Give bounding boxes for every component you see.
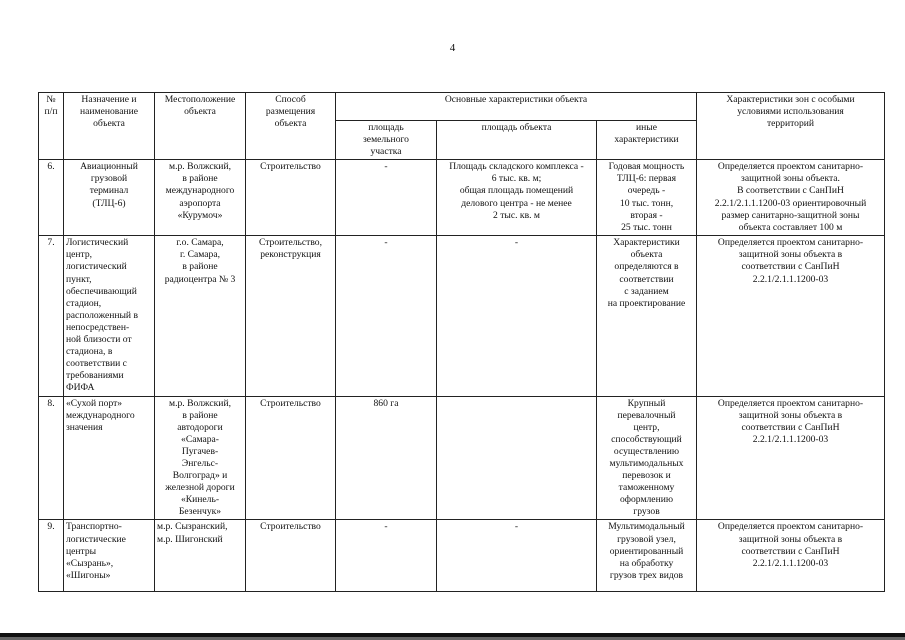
header-row — [39, 93, 885, 121]
header-zones: Характеристики зон с особыми условиями использования территорий — [697, 93, 885, 160]
table-row — [39, 160, 885, 236]
table-row — [39, 396, 885, 520]
cell-other: Годовая мощность ТЛЦ-6: первая очередь - 10 тыс. тонн, вторая - 25 тыс. тонн — [597, 160, 697, 236]
header-object-area: площадь объекта — [437, 121, 597, 160]
cell-purpose: Логистический центр, логистический пункт, обеспечивающий стадион, расположенный в непосредствен- ной близости от стадиона, в соответствии с требованиями ФИФА — [64, 236, 155, 396]
header-main-characteristics: Основные характеристики объекта — [336, 93, 697, 121]
cell-land-area: - — [336, 520, 437, 592]
cell-object-area — [437, 396, 597, 520]
cell-zones: Определяется проектом санитарно- защитной зоны объекта. В соответствии с СанПиН 2.2.1/2.1.1.1200-03 ориентировочный размер санитарно-защитной зоны объекта составляет 100 м — [697, 160, 885, 236]
objects-table — [38, 92, 885, 592]
cell-method: Строительство — [246, 396, 336, 520]
page-number: 4 — [449, 42, 456, 54]
cell-location: г.о. Самара, г. Самара, в районе радиоцентра № 3 — [155, 236, 246, 396]
cell-num: 8. — [39, 396, 64, 520]
header-other: иные характеристики — [597, 121, 697, 160]
cell-method: Строительство, реконструкция — [246, 236, 336, 396]
cell-land-area: 860 га — [336, 396, 437, 520]
cell-purpose: «Сухой порт» международного значения — [64, 396, 155, 520]
cell-num: 9. — [39, 520, 64, 592]
cell-location: м.р. Волжский, в районе автодороги «Самара- Пугачев- Энгельс- Волгоград» и железной дороги «Кинель- Безенчук» — [155, 396, 246, 520]
header-land-area: площадь земельного участка — [336, 121, 437, 160]
cell-location: м.р. Волжский, в районе международного аэропорта «Курумоч» — [155, 160, 246, 236]
cell-object-area: - — [437, 520, 597, 592]
cell-method: Строительство — [246, 160, 336, 236]
cell-location: м.р. Сызранский, м.р. Шигонский — [155, 520, 246, 592]
header-num: № п/п — [39, 93, 64, 160]
header-location: Местоположение объекта — [155, 93, 246, 160]
cell-zones: Определяется проектом санитарно- защитной зоны объекта в соответствии с СанПиН 2.2.1/2.1.1.1200-03 — [697, 236, 885, 396]
cell-purpose: Авиационный грузовой терминал (ТЛЦ-6) — [64, 160, 155, 236]
header-method: Способ размещения объекта — [246, 93, 336, 160]
cell-object-area: Площадь складского комплекса - 6 тыс. кв. м; общая площадь помещений делового центра - не менее 2 тыс. кв. м — [437, 160, 597, 236]
cell-other: Крупный перевалочный центр, способствующий осуществлению мультимодальных перевозок и таможенному оформлению грузов — [597, 396, 697, 520]
cell-purpose: Транспортно- логистические центры «Сызрань», «Шигоны» — [64, 520, 155, 592]
cell-zones: Определяется проектом санитарно- защитной зоны объекта в соответствии с СанПиН 2.2.1/2.1.1.1200-03 — [697, 520, 885, 592]
cell-object-area: - — [437, 236, 597, 396]
header-purpose: Назначение и наименование объекта — [64, 93, 155, 160]
cell-zones: Определяется проектом санитарно- защитной зоны объекта в соответствии с СанПиН 2.2.1/2.1.1.1200-03 — [697, 396, 885, 520]
cell-other: Мультимодальный грузовой узел, ориентированный на обработку грузов трех видов — [597, 520, 697, 592]
cell-land-area: - — [336, 236, 437, 396]
cell-num: 6. — [39, 160, 64, 236]
table-row — [39, 520, 885, 592]
cell-land-area: - — [336, 160, 437, 236]
table-row — [39, 236, 885, 396]
cell-other: Характеристики объекта определяются в соответствии с заданием на проектирование — [597, 236, 697, 396]
cell-method: Строительство — [246, 520, 336, 592]
cell-num: 7. — [39, 236, 64, 396]
